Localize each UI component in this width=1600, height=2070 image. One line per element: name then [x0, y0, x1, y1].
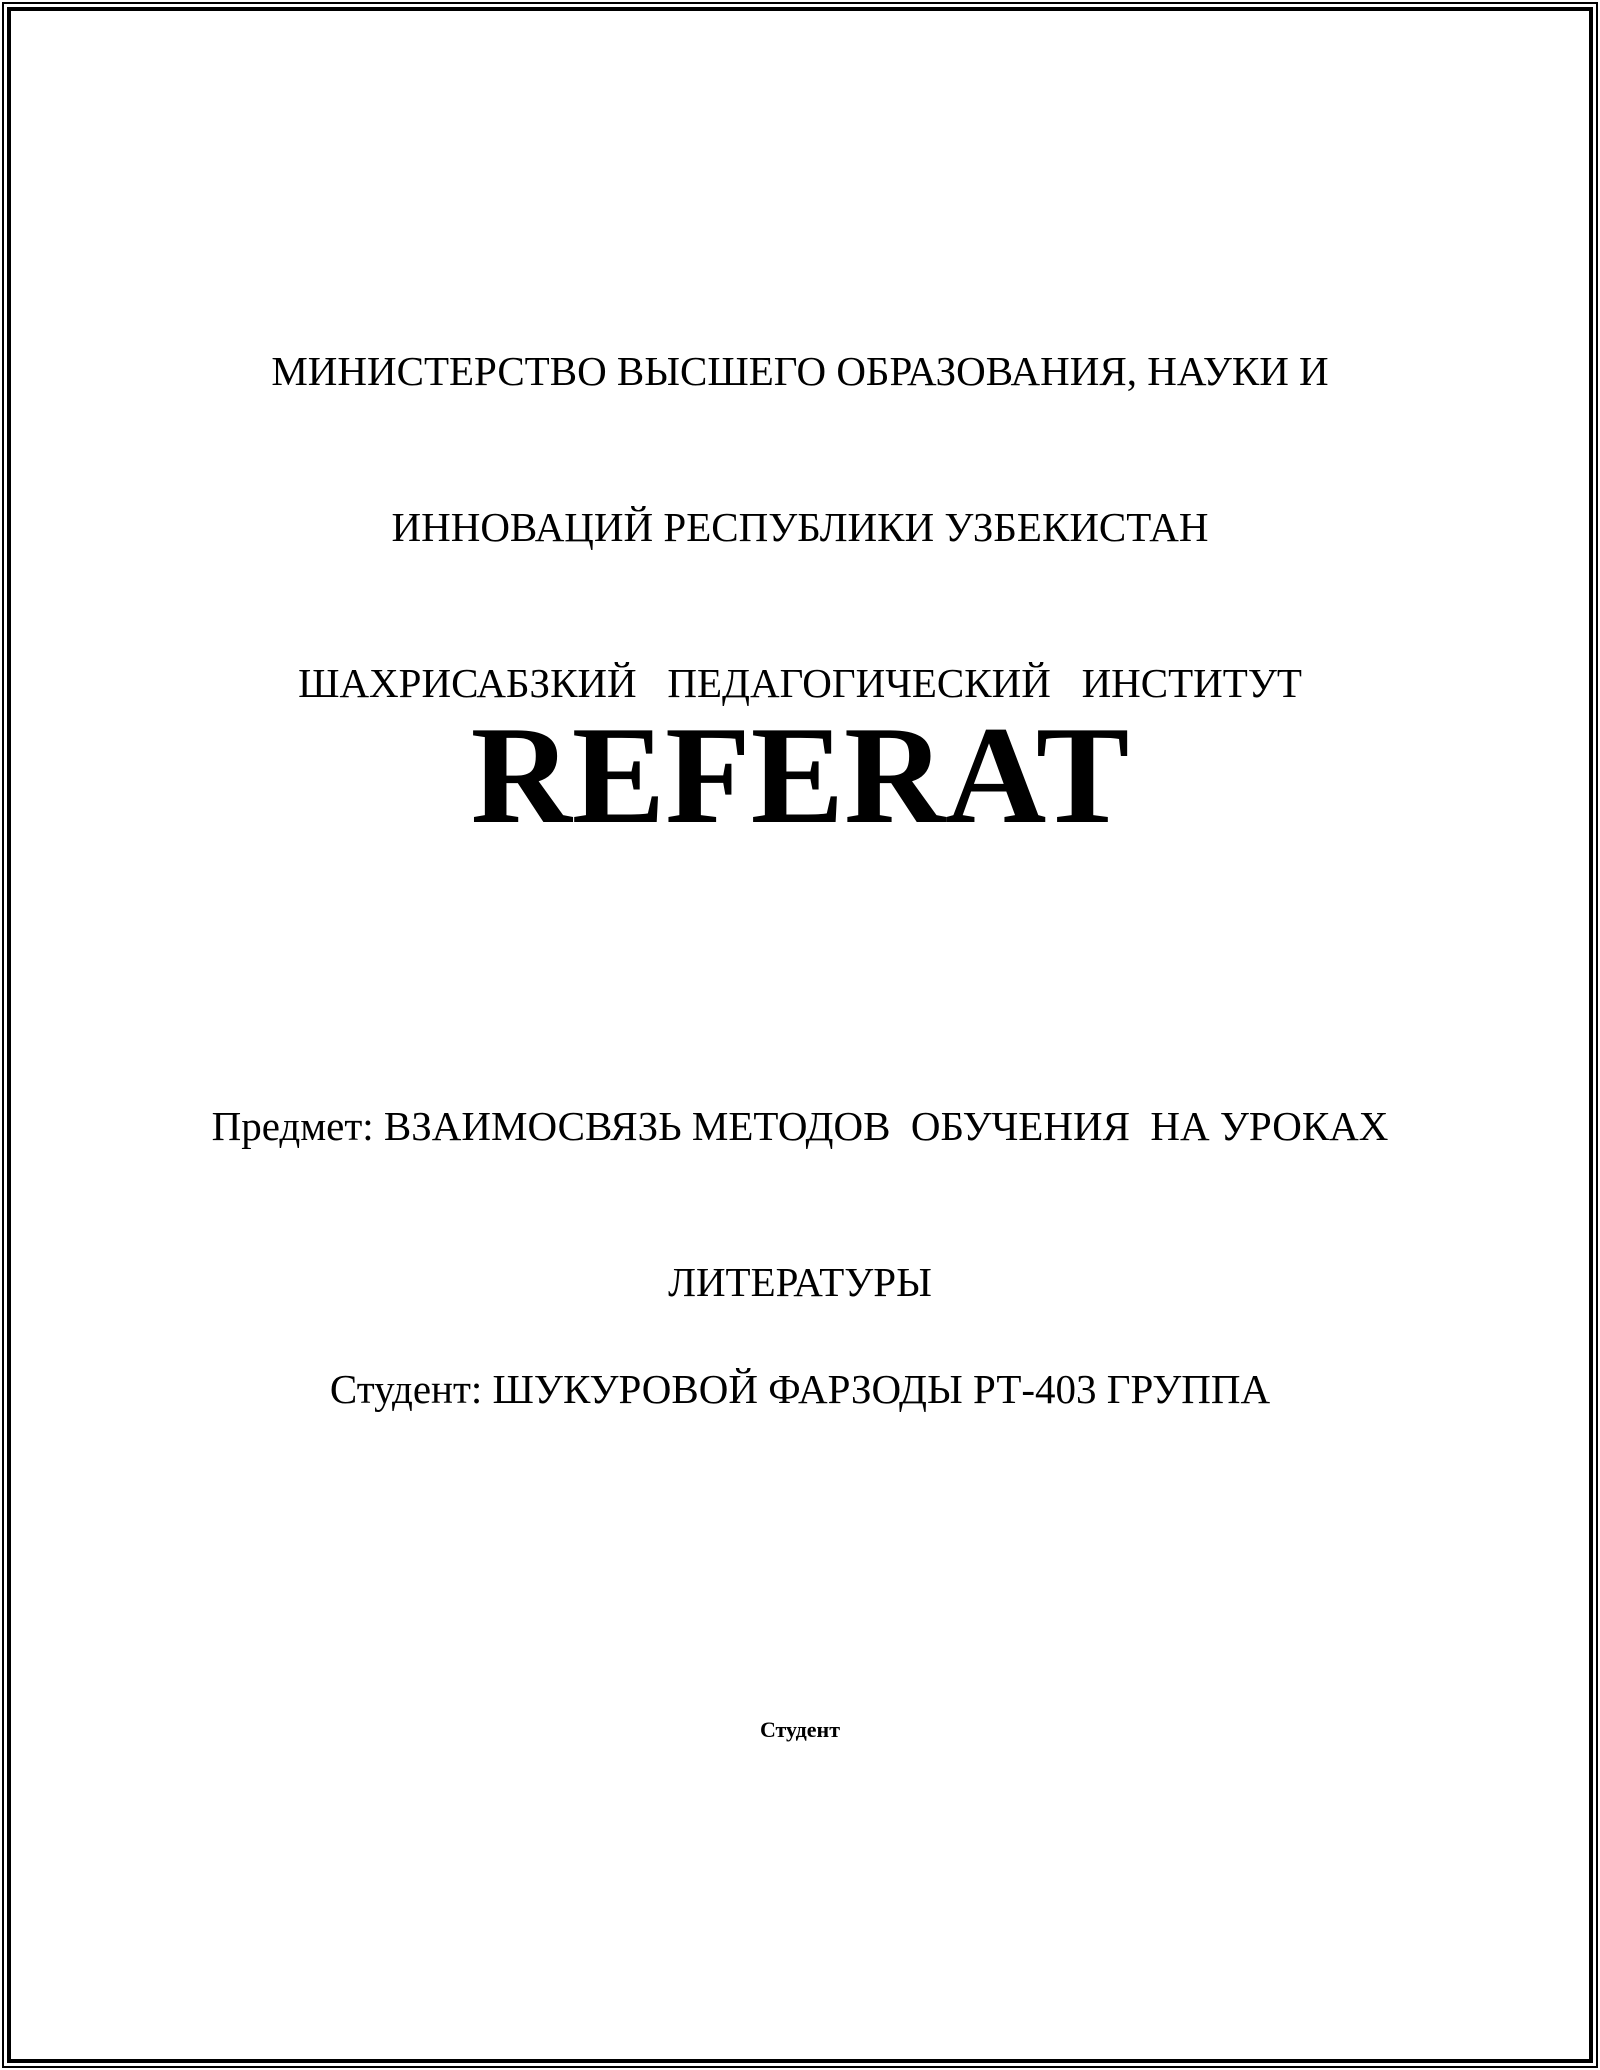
ministry-header-line-1: МИНИСТЕРСТВО ВЫСШЕГО ОБРАЗОВАНИЯ, НАУКИ И	[271, 348, 1329, 394]
document-title: REFERAT	[470, 698, 1130, 853]
subject-line-2: ЛИТЕРАТУРЫ	[668, 1259, 932, 1305]
student-signature-label: Студент	[759, 1717, 841, 1742]
ministry-header-line-2: ИННОВАЦИЙ РЕСПУБЛИКИ УЗБЕКИСТАН	[391, 504, 1209, 550]
student-line: Студент: ШУКУРОВОЙ ФАРЗОДЫ РТ-403 ГРУППА	[329, 1366, 1271, 1412]
institute-name-line: ШАХРИСАБЗКИЙ ПЕДАГОГИЧЕСКИЙ ИНСТИТУТ	[298, 660, 1302, 706]
subject-block	[0, 996, 1600, 1412]
subject-line-1: Предмет: ВЗАИМОСВЯЗЬ МЕТОДОВ ОБУЧЕНИЯ НА УРОКАХ	[211, 1103, 1389, 1149]
